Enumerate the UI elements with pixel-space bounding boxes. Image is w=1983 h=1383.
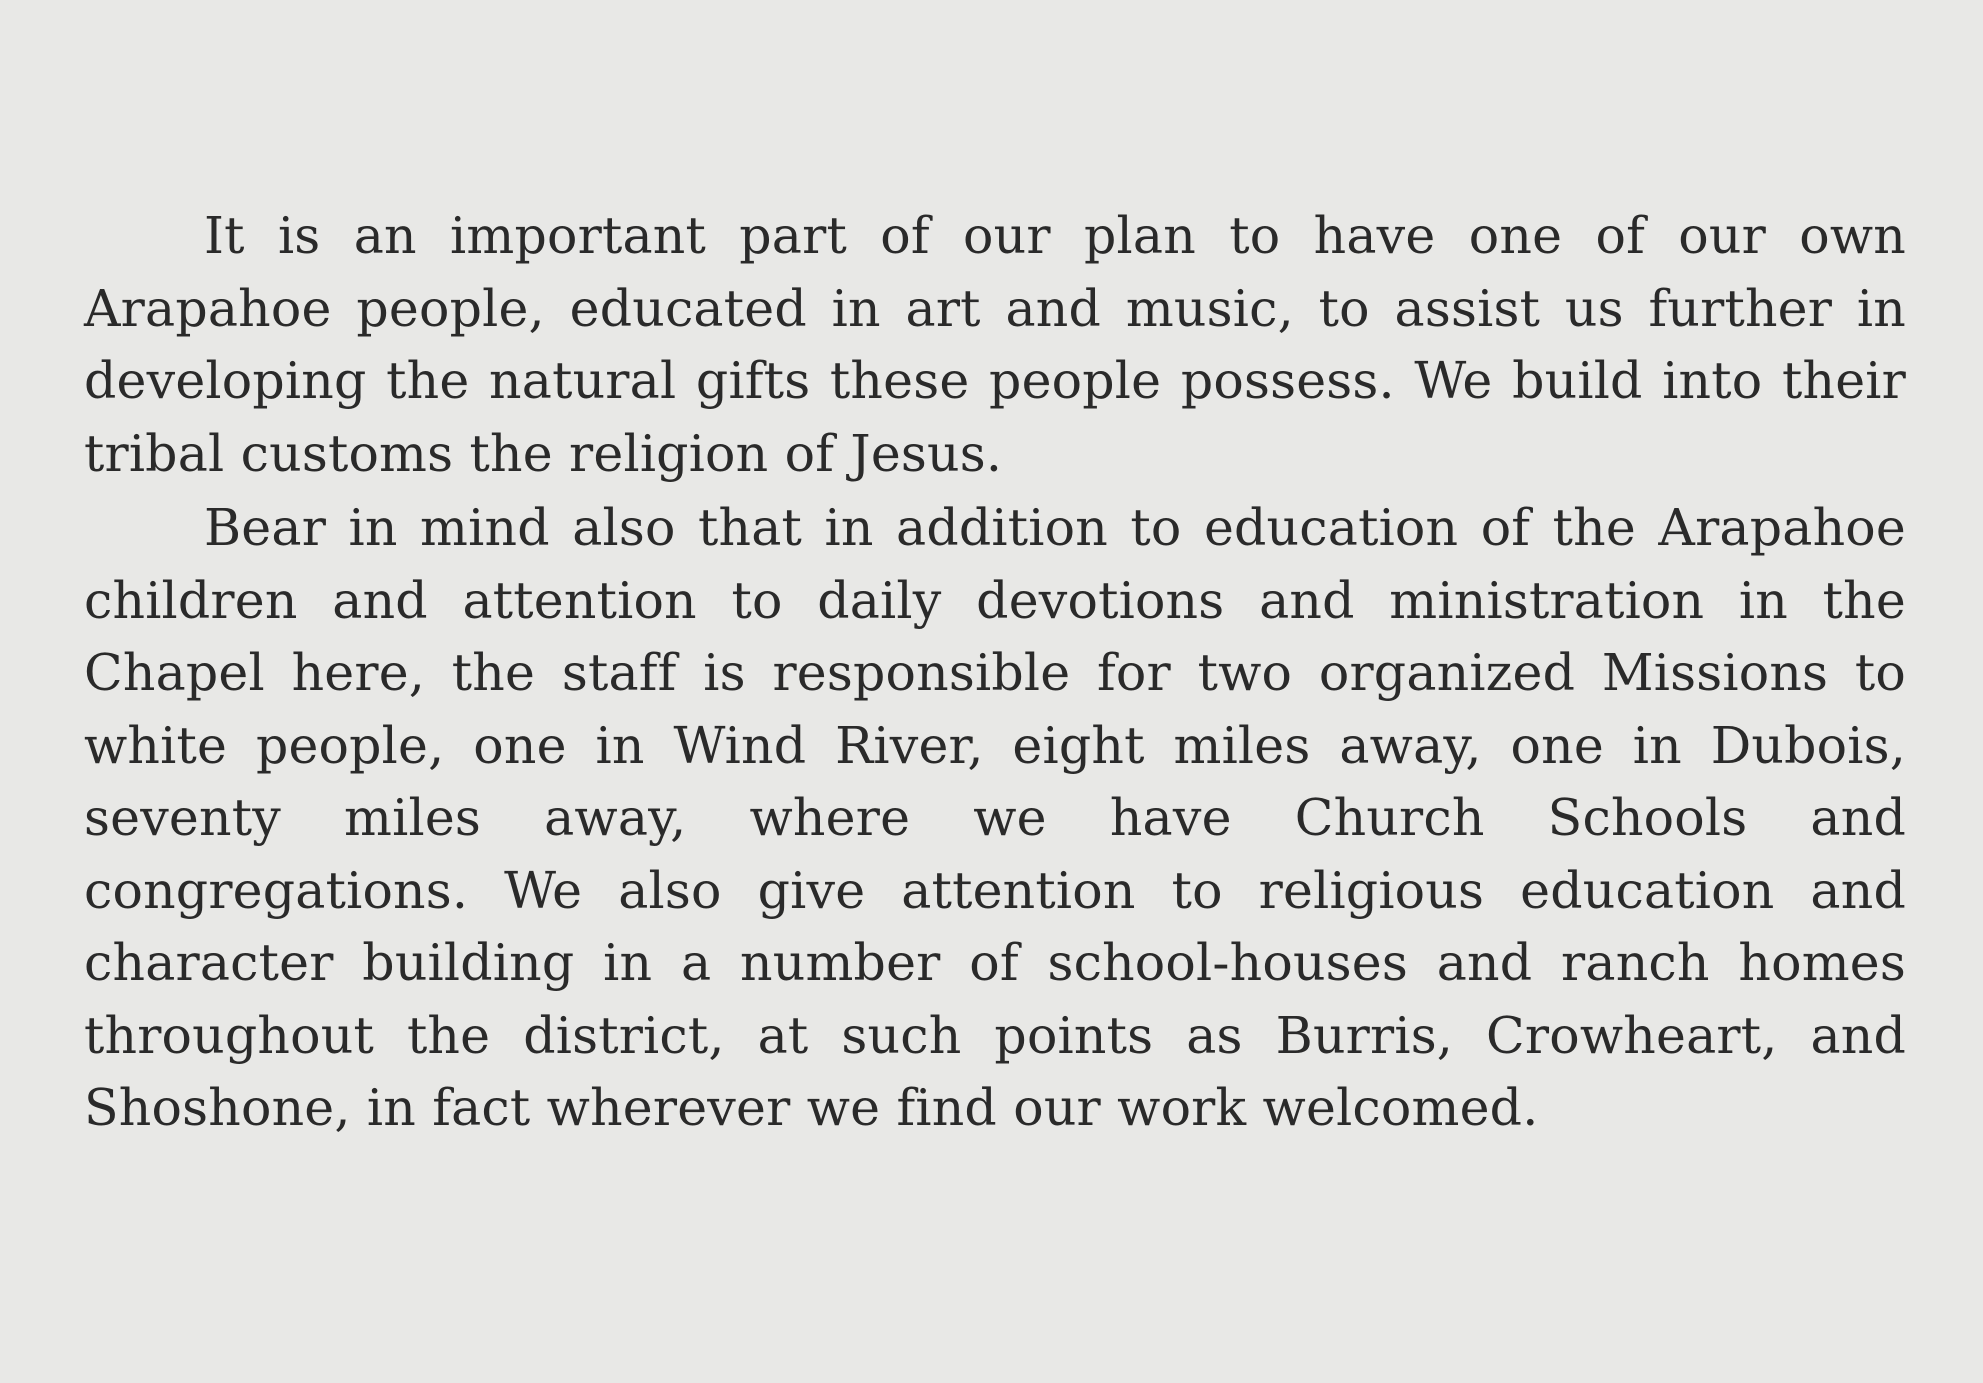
body-text xyxy=(84,200,1906,1145)
paragraph-2: Bear in mind also that in addition to education of the Arapahoe children and attention to daily devotions and ministration in the Chapel here, the staff is responsible for two organized Missions to white people, one in Wind River, eight miles away, one in Dubois, seventy miles away, where we have Church Schools and congregations. We also give attention to religious education and character building in a number of school-houses and ranch homes throughout the district, at such points as Burris, Crowheart, and Shoshone, in fact wherever we find our work welcomed. xyxy=(84,498,1906,1137)
paragraph-1: It is an important part of our plan to have one of our own Arapahoe people, educated in art and music, to assist us further in developing the natural gifts these people possess. We build into their tribal customs the religion of Jesus. xyxy=(84,206,1906,483)
